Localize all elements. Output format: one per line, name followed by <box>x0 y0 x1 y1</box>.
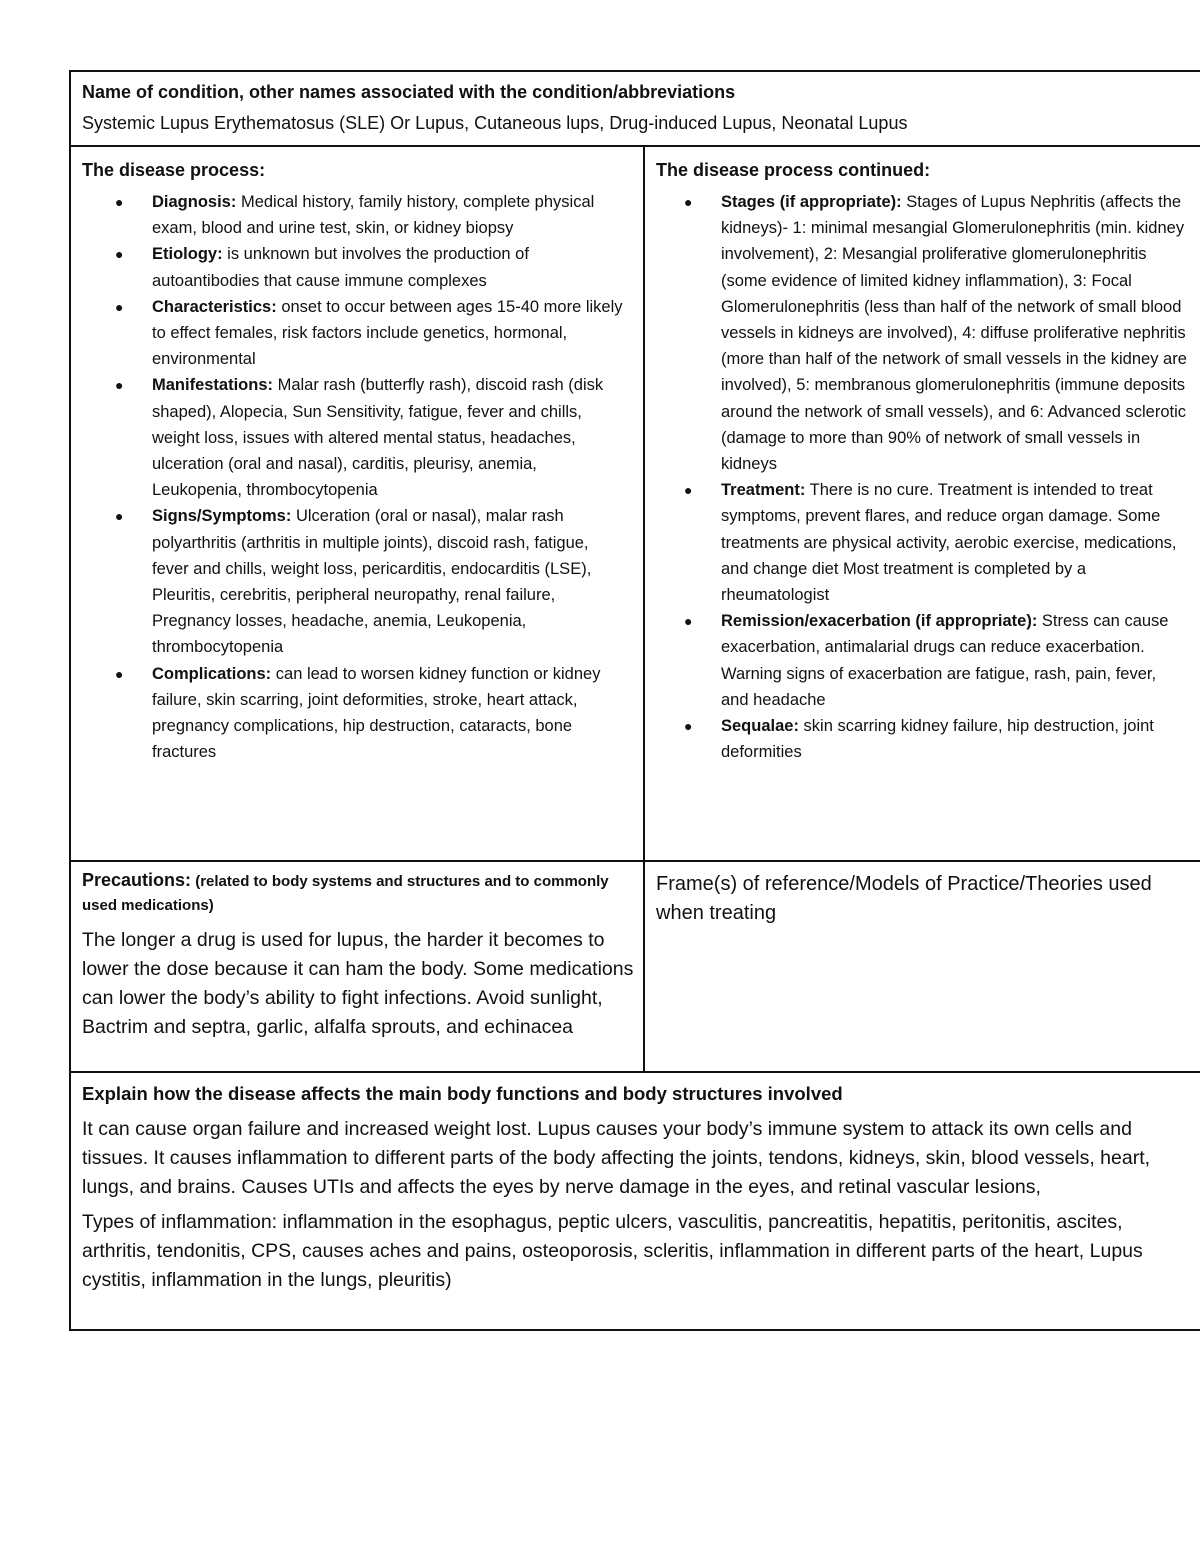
precautions-cell <box>70 861 644 1072</box>
precautions-row <box>70 861 1200 1072</box>
explain-row <box>70 1072 1200 1330</box>
bullet-icon: ● <box>684 718 693 735</box>
explain-cell <box>70 1072 1200 1330</box>
bullet-icon: ● <box>115 508 124 525</box>
item-text: Medical history, family history, complete physical exam, blood and urine test, skin, or kidney biopsy <box>152 193 595 238</box>
item-label: Signs/Symptoms: <box>152 507 292 526</box>
bullet-icon: ● <box>115 298 124 315</box>
disease-process-continued-cell <box>644 146 1200 861</box>
explain-paragraph-2: Types of inflammation: inflammation in the esophagus, peptic ulcers, vasculitis, pancreatitis, hepatitis, peritonitis, ascites, arthritis, tendonitis, CPS, causes aches and pains, osteoporosis, scleritis, inflammation in different parts of the heart, Lupus cystitis, inflammation in the lungs, pleuritis) <box>82 1211 1143 1291</box>
item-label: Characteristics: <box>152 297 277 316</box>
disease-process-list <box>82 189 635 765</box>
item-label: Remission/exacerbation (if appropriate): <box>721 612 1038 631</box>
precautions-note: (related to body systems and structures and to commonly used medications) <box>82 873 609 914</box>
item-label: Etiology: <box>152 245 223 264</box>
disease-process-continued-title: The disease process continued: <box>656 160 931 180</box>
disease-process-title: The disease process: <box>82 160 266 180</box>
item-label: Stages (if appropriate): <box>721 193 902 211</box>
item-text: There is no cure. Treatment is intended to treat symptoms, prevent flares, and reduce organ damage. Some treatments are physical activity, aerobic exercise, medications, and change diet Most treatment is completed by a rheumatologist <box>721 481 1177 605</box>
item-text: Ulceration (oral or nasal), malar rash polyarthritis (arthritis in multiple joints), discoid rash, fatigue, fever and chills, weight loss, pericarditis, endocarditis (LSE), Pleuritis, cerebritis, peripheral neuropathy, renal failure, Pregnancy losses, headache, anemia, Leukopenia, thrombocytopenia <box>152 507 592 657</box>
bullet-icon: ● <box>684 613 693 630</box>
bullet-icon: ● <box>115 665 124 682</box>
item-text: Malar rash (butterfly rash), discoid rash (disk shaped), Alopecia, Sun Sensitivity, fatigue, fever and chills, weight loss, issues with altered mental status, headaches, ulceration (oral and nasal), carditis, pleurisy, anemia, Leukopenia, thrombocytopenia <box>152 376 604 500</box>
list-item <box>115 661 635 766</box>
bullet-icon: ● <box>684 482 693 499</box>
item-text: onset to occur between ages 15-40 more likely to effect females, risk factors include genetics, hormonal, environmental <box>152 297 623 369</box>
list-item <box>684 713 1193 765</box>
item-label: Diagnosis: <box>152 193 237 211</box>
precautions-heading <box>82 868 635 918</box>
list-item <box>684 608 1193 713</box>
item-text: Stress can cause exacerbation, antimalarial drugs can reduce exacerbation. Warning signs of exacerbation are fatigue, rash, pain, fever, and headache <box>721 612 1169 709</box>
item-text: can lead to worsen kidney function or kidney failure, skin scarring, joint deformities, stroke, heart attack, pregnancy complications, hip destruction, cataracts, bone fractures <box>152 664 601 762</box>
item-label: Treatment: <box>721 481 806 500</box>
condition-worksheet-table <box>69 70 1200 1331</box>
precautions-title: Precautions: <box>82 870 192 890</box>
disease-process-continued-list <box>656 189 1193 765</box>
list-item <box>115 189 635 241</box>
bullet-icon: ● <box>115 246 124 263</box>
frames-title: Frame(s) of reference/Models of Practice/Theories used when treating <box>656 873 1152 924</box>
disease-process-cell <box>70 146 644 861</box>
precautions-body: The longer a drug is used for lupus, the harder it becomes to lower the dose because it can ham the body. Some medications can lower the body’s ability to fight infections. Avoid sunlight, Bactrim and septra, garlic, alfalfa sprouts, and echinacea <box>82 929 634 1038</box>
condition-names: Systemic Lupus Erythematosus (SLE) Or Lupus, Cutaneous lups, Drug-induced Lupus, Neonatal Lupus <box>82 113 908 133</box>
explain-paragraph-1: It can cause organ failure and increased weight lost. Lupus causes your body’s immune system to attack its own cells and tissues. It causes inflammation to different parts of the body affecting the joints, tendons, kidneys, skin, blood vessels, heart, lungs, and brains. Causes UTIs and affects the eyes by nerve damage in the eyes, and retinal vascular lesions, <box>82 1118 1151 1198</box>
list-item <box>115 294 635 373</box>
item-text: skin scarring kidney failure, hip destruction, joint deformities <box>721 717 1154 762</box>
condition-row <box>70 71 1200 146</box>
item-label: Sequalae: <box>721 717 799 736</box>
bullet-icon: ● <box>115 377 124 394</box>
list-item <box>684 189 1193 477</box>
bullet-icon: ● <box>115 194 124 210</box>
explain-title: Explain how the disease affects the main body functions and body structures involved <box>82 1083 843 1104</box>
disease-process-row <box>70 146 1200 861</box>
condition-heading: Name of condition, other names associated with the condition/abbreviations <box>82 82 736 102</box>
list-item <box>115 372 635 503</box>
item-label: Complications: <box>152 664 272 683</box>
condition-cell <box>70 71 1200 146</box>
item-label: Manifestations: <box>152 376 274 395</box>
item-text: is unknown but involves the production of autoantibodies that cause immune complexes <box>152 245 529 290</box>
bullet-icon: ● <box>684 194 693 210</box>
item-text: Stages of Lupus Nephritis (affects the kidneys)- 1: minimal mesangial Glomerulonephritis (min. kidney involvement), 2: Mesangial proliferative glomerulonephritis (some evidence of limited kidney inflammation), 3: Focal Glomerulonephritis (less than half of the network of small blood vessels in kidneys are involved), 4: diffuse proliferative nephritis (more than half of the network of small vessels in the kidney are involved), 5: membranous glomerulonephritis (immune deposits around the network of small vessels), and 6: Advanced sclerotic (damage to more than 90% of network of small vessels in kidneys <box>721 193 1187 474</box>
list-item <box>115 241 635 293</box>
list-item <box>684 477 1193 608</box>
frames-cell <box>644 861 1200 1072</box>
list-item <box>115 503 635 660</box>
